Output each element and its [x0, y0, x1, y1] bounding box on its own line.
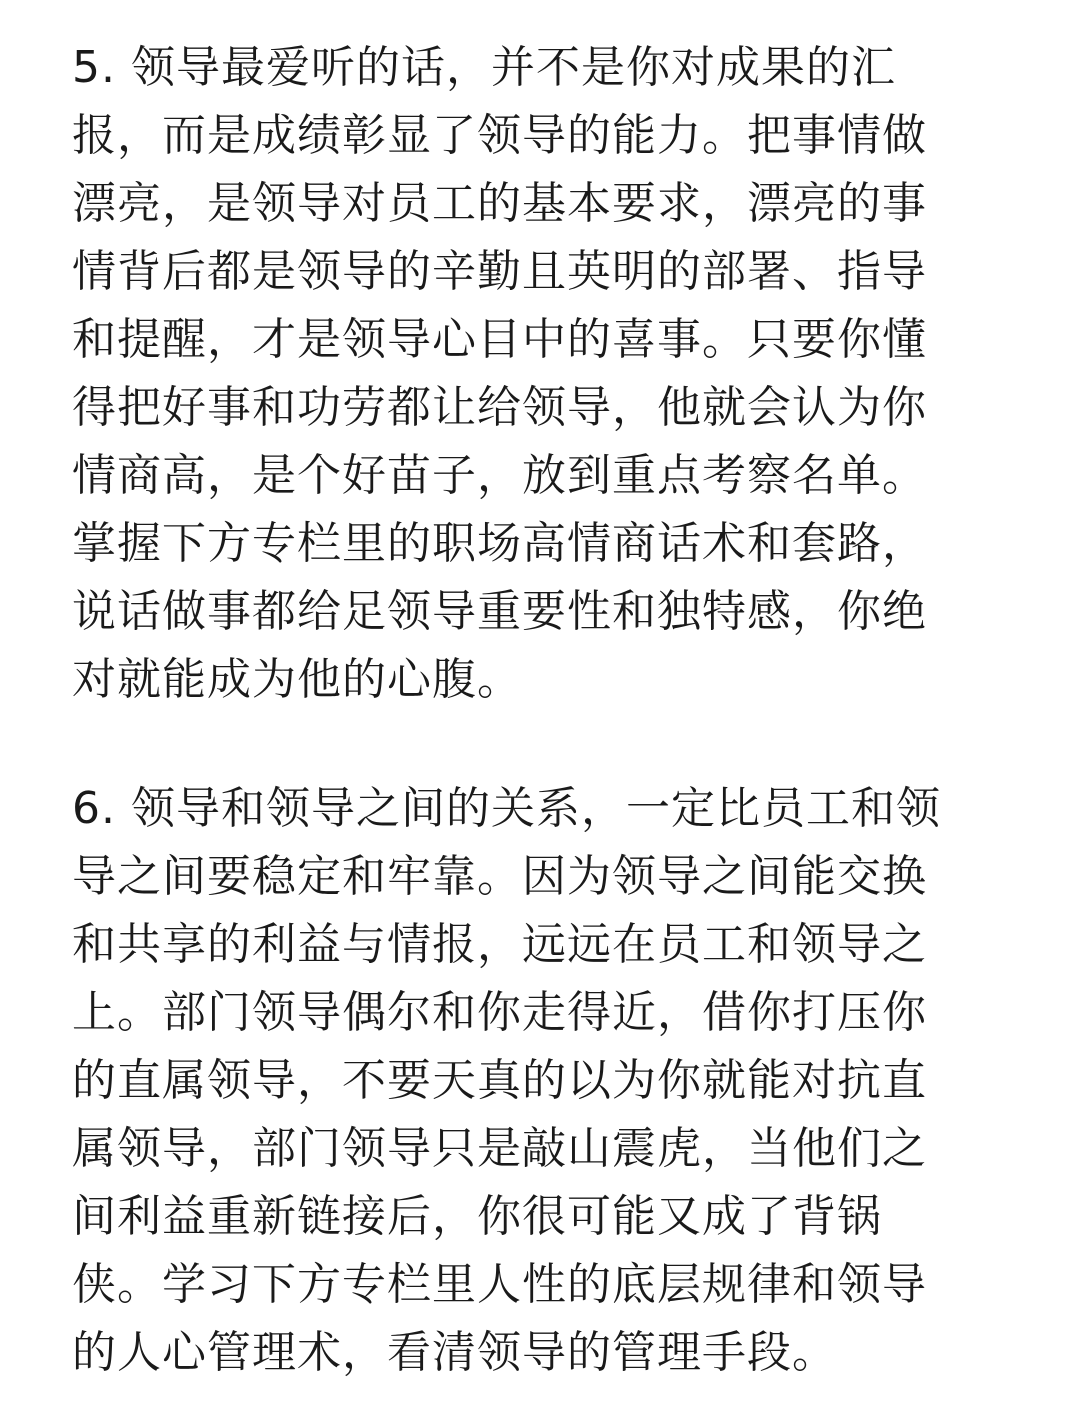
- text-line: 和共享的利益与情报，远远在员工和领导之: [72, 919, 927, 970]
- text-line: 和提醒，才是领导心目中的喜事。只要你懂: [72, 314, 927, 365]
- text-line: 的人心管理术，看清领导的管理手段。: [72, 1327, 837, 1378]
- text-line: 上。部门领导偶尔和你走得近，借你打压你: [72, 987, 927, 1038]
- text-line: 情商高，是个好苗子，放到重点考察名单。: [72, 450, 927, 501]
- text-line: 情背后都是领导的辛勤且英明的部署、指导: [72, 246, 927, 297]
- paragraph-5: [72, 34, 992, 714]
- text-line: 导之间要稳定和牢靠。因为领导之间能交换: [72, 851, 927, 902]
- text-line: 的直属领导，不要天真的以为你就能对抗直: [72, 1055, 927, 1106]
- text-line: 5. 领导最爱听的话，并不是你对成果的汇: [72, 42, 896, 93]
- text-line: 掌握下方专栏里的职场高情商话术和套路，: [72, 518, 927, 569]
- text-line: 属领导，部门领导只是敲山震虎，当他们之: [72, 1123, 927, 1174]
- text-line: 说话做事都给足领导重要性和独特感，你绝: [72, 586, 927, 637]
- paragraph-6: [72, 775, 992, 1387]
- text-line: 侠。学习下方专栏里人性的底层规律和领导: [72, 1259, 927, 1310]
- text-line: 漂亮，是领导对员工的基本要求，漂亮的事: [72, 178, 927, 229]
- text-line: 得把好事和功劳都让给领导，他就会认为你: [72, 382, 927, 433]
- text-line: 报，而是成绩彰显了领导的能力。把事情做: [72, 110, 927, 161]
- text-line: 对就能成为他的心腹。: [72, 654, 522, 705]
- text-line: 6. 领导和领导之间的关系，一定比员工和领: [72, 783, 941, 834]
- text-line: 间利益重新链接后，你很可能又成了背锅: [72, 1191, 882, 1242]
